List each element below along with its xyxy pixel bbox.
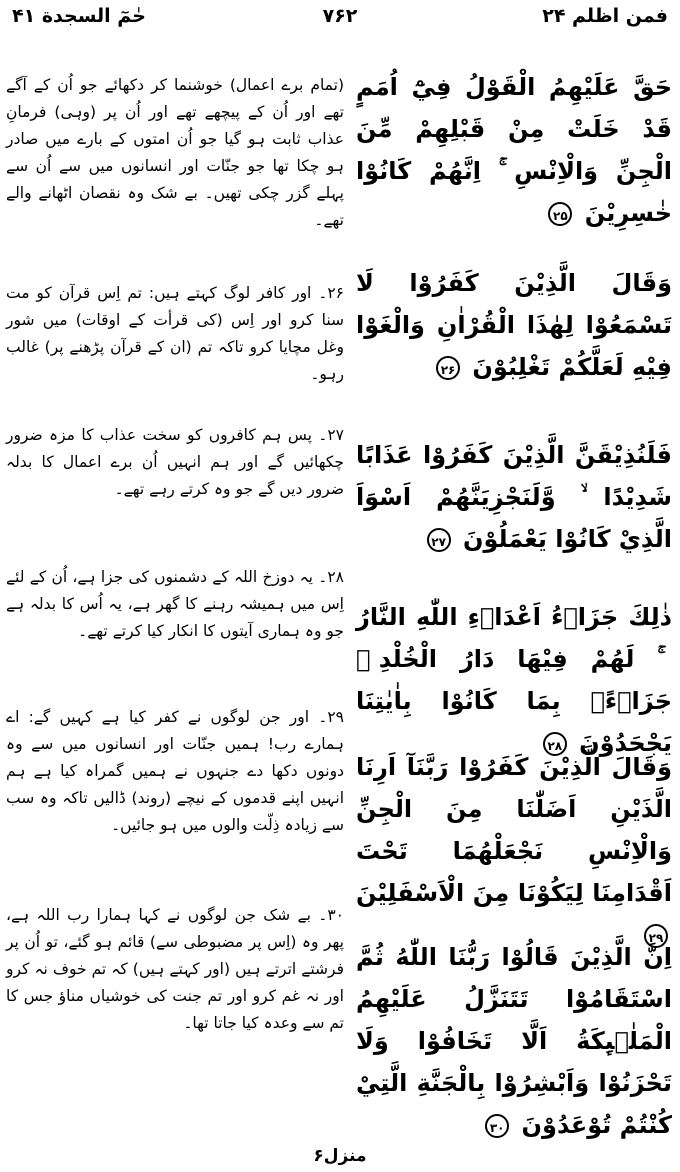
translation-27: ۲۷۔ پس ہم کافروں کو سخت عذاب کا مزہ ضرور چکھائیں گے اور ہم انہیں اُن برے اعمال کا بدلہ ضرور دیں گے جو وہ کرتے رہے تھے۔ <box>6 426 344 498</box>
surah-title: حٰمٓ السجدة ۴۱ <box>12 5 146 27</box>
manzil-footer: منزل۶ <box>313 1146 367 1166</box>
ayah-28: ذٰلِكَ جَزَاۗءُ اَعْدَاۗءِ اللّٰهِ النَّارُ ۚ لَهُمْ فِيْهَا دَارُ الْخُلْدِ ۭ جَزَاۗءًۢ بِمَا كَانُوْا بِاٰيٰتِنَا يَجْحَدُوْنَ ۲۸ <box>356 603 672 757</box>
ayah-number-marker: ۲۵ <box>548 202 572 226</box>
ayah-number-marker: ۲۸ <box>543 732 567 756</box>
ayah-number-marker: ۲۹ <box>644 924 668 948</box>
translation-26: ۲۶۔ اور کافر لوگ کہتے ہیں: تم اِس قرآن کو مت سنا کرو اور اِس (کی قرأت کے اوقات) میں شور وغل مچایا کرو تاکہ تم (ان کے قرآن پڑھنے پر) غالب رہو۔ <box>6 284 344 383</box>
juz-title: فمن اظلم ۲۴ <box>542 5 668 27</box>
page-header <box>0 0 680 40</box>
ayah-30: اِنَّ الَّذِيْنَ قَالُوْا رَبُّنَا اللّٰهُ ثُمَّ اسْتَقَامُوْا تَتَنَزَّلُ عَلَيْهِمُ الْمَلٰۗىِٕكَةُ اَلَّا تَخَافُوْا وَلَا تَحْزَنُوْا وَاَبْشِرُوْا بِالْجَنَّةِ الَّتِيْ كُنْتُمْ تُوْعَدُوْنَ ۳۰ <box>356 943 672 1139</box>
translation-25: (تمام برے اعمال) خوشنما کر دکھائے جو اُن کے آگے تھے اور اُن کے پیچھے تھے اور اُن پر (وہی) فرمانِ عذاب ثابت ہو گیا جو اُن امتوں کے بارے میں صادر ہو چکا تھا جو جنّات اور انسانوں میں سے اُن سے پہلے گزر چکی تھیں۔ بے شک وہ نقصان اٹھانے والے تھے۔ <box>6 76 344 229</box>
translation-28: ۲۸۔ یہ دوزخ اللہ کے دشمنوں کی جزا ہے، اُن کے لئے اِس میں ہمیشہ رہنے کا گھر ہے، یہ اُس کا بدلہ ہے جو وہ ہماری آیتوں کا انکار کیا کرتے تھے۔ <box>6 568 344 640</box>
ayah-29: وَقَالَ الَّذِيْنَ كَفَرُوْا رَبَّنَآ اَرِنَا الَّذَيْنِ اَضَلّٰنَا مِنَ الْجِنِّ وَالْاِنْسِ نَجْعَلْهُمَا تَحْتَ اَقْدَامِنَا لِيَكُوْنَا مِنَ الْاَسْفَلِيْنَ ۲۹ <box>356 746 672 956</box>
translation-29: ۲۹۔ اور جن لوگوں نے کفر کیا ہے کہیں گے: اے ہمارے رب! ہمیں جنّات اور انسانوں میں سے وہ دونوں دکھا دے جنہوں نے ہمیں گمراہ کیا ہے ہم انہیں اپنے قدموں کے نیچے (روند) ڈالیں تاکہ وہ سب سے زیادہ ذِلّت والوں میں ہو جائیں۔ <box>6 708 344 834</box>
ayah-26: وَقَالَ الَّذِيْنَ كَفَرُوْا لَا تَسْمَعُوْا لِهٰذَا الْقُرْاٰنِ وَالْغَوْا فِيْهِ لَعَلَّكُمْ تَغْلِبُوْنَ ۲۶ <box>356 269 672 381</box>
ayah-27: فَلَنُذِيْقَنَّ الَّذِيْنَ كَفَرُوْا عَذَابًا شَدِيْدًا ۙ وَّلَنَجْزِيَنَّهُمْ اَسْوَاَ الَّذِيْ كَانُوْا يَعْمَلُوْنَ ۲۷ <box>356 441 672 553</box>
ayah-25: حَقَّ عَلَيْهِمُ الْقَوْلُ فِيْٓ اُمَمٍ قَدْ خَلَتْ مِنْ قَبْلِهِمْ مِّنَ الْجِنِّ وَالْاِنْسِ ۚ اِنَّهُمْ كَانُوْا خٰسِرِيْنَ ۲۵ <box>356 73 672 227</box>
ayah-number-marker: ۳۰ <box>485 1114 509 1138</box>
page-number: ۷۶۲ <box>322 5 358 27</box>
ayah-number-marker: ۲۶ <box>436 356 460 380</box>
translation-30: ۳۰۔ بے شک جن لوگوں نے کہا ہمارا رب اللہ ہے، پھر وہ (اِس پر مضبوطی سے) قائم ہو گئے، تو اُن پر فرشتے اترتے ہیں (اور کہتے ہیں) کہ تم خوف نہ کرو اور نہ غم کرو اور تم جنت کی خوشیاں مناؤ جس کا تم سے وعدہ کیا جاتا تھا۔ <box>6 906 344 1032</box>
ayah-number-marker: ۲۷ <box>427 528 451 552</box>
